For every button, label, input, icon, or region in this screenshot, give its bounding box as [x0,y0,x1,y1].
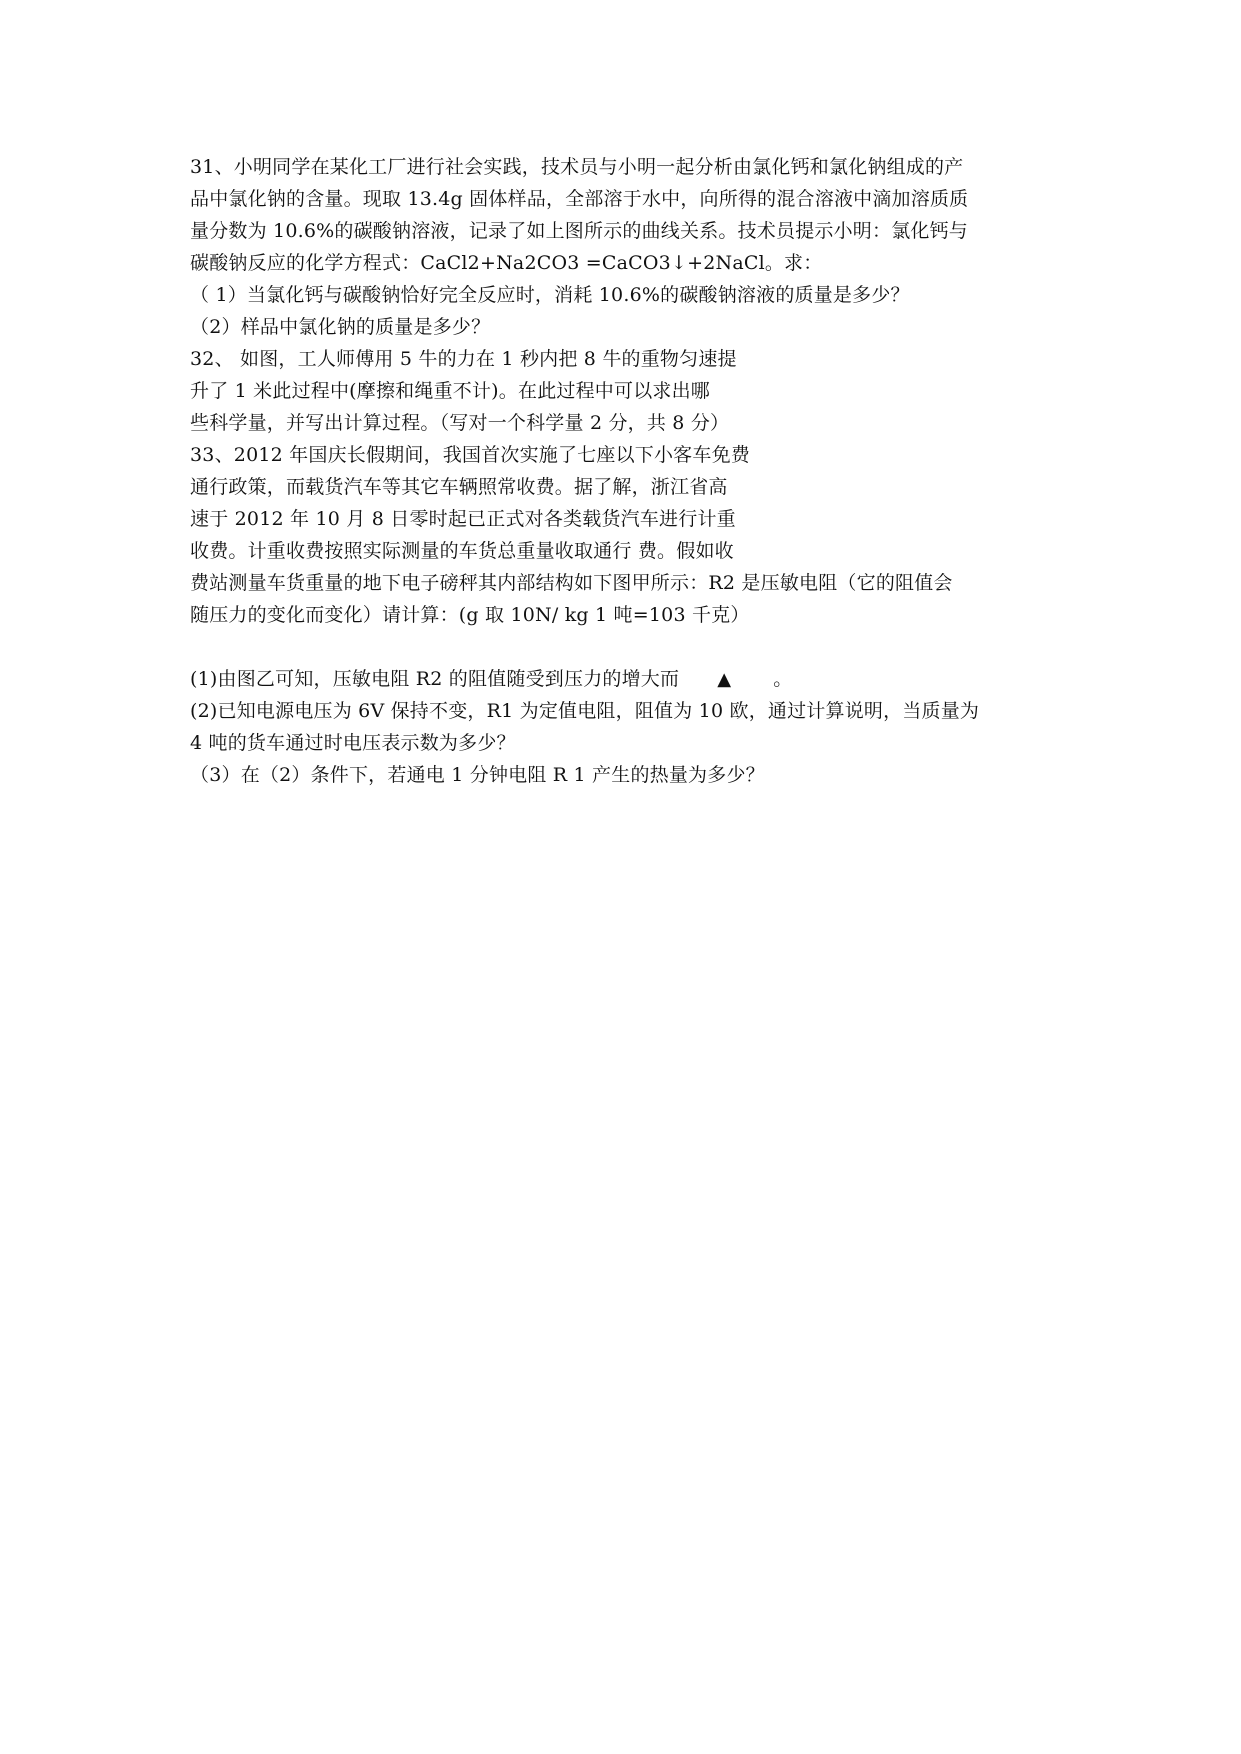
question-31-line: 碳酸钠反应的化学方程式：CaCl2+Na2CO3 =CaCO3↓+2NaCl。求： [190,252,823,274]
question-33-part-3: （3）在（2）条件下，若通电 1 分钟电阻 R 1 产生的热量为多少？ [190,764,765,786]
question-31-part-2: （2）样品中氯化钠的质量是多少？ [190,316,491,338]
question-32 [190,343,1070,439]
question-33-line: 33、2012 年国庆长假期间，我国首次实施了七座以下小客车免费 [190,444,750,466]
question-33-line: 随压力的变化而变化）请计算：(g 取 10N/ kg 1 吨=103 千克） [190,604,750,626]
question-33 [190,439,1070,791]
question-33-part-1-text: (1)由图乙可知，压敏电阻 R2 的阻值随受到压力的增大而 [190,668,680,690]
question-33-line: 收费。计重收费按照实际测量的车货总重量收取通行 费。假如收 [190,540,734,562]
question-32-line: 32、 如图，工人师傅用 5 牛的力在 1 秒内把 8 牛的重物匀速提 [190,348,737,370]
question-32-line: 些科学量，并写出计算过程。（写对一个科学量 2 分，共 8 分） [190,412,730,434]
question-32-line: 升了 1 米此过程中(摩擦和绳重不计)。在此过程中可以求出哪 [190,380,710,402]
blank-spacer [190,631,1070,663]
question-33-part-1-end: 。 [773,668,793,690]
question-33-part-2: (2)已知电源电压为 6V 保持不变，R1 为定值电阻，阻值为 10 欧，通过计算说明，当质量为 [190,700,980,722]
question-31 [190,151,1070,343]
answer-blank-marker: ▲ [717,669,732,690]
question-31-line: 量分数为 10.6%的碳酸钠溶液，记录了如上图所示的曲线关系。技术员提示小明：氯化钙与 [190,220,969,242]
question-33-line: 费站测量车货重量的地下电子磅秤其内部结构如下图甲所示：R2 是压敏电阻（它的阻值会 [190,572,953,594]
question-33-line: 通行政策，而载货汽车等其它车辆照常收费。据了解，浙江省高 [190,476,728,498]
question-31-part-1: （ 1）当氯化钙与碳酸钠恰好完全反应时，消耗 10.6%的碳酸钠溶液的质量是多少？ [190,284,910,306]
document-content [190,151,1070,791]
question-31-line: 品中氯化钠的含量。现取 13.4g 固体样品，全部溶于水中，向所得的混合溶液中滴加溶质质 [190,188,969,210]
question-33-part-1 [190,663,1070,695]
question-33-part-2-cont: 4 吨的货车通过时电压表示数为多少？ [190,732,516,754]
question-33-line: 速于 2012 年 10 月 8 日零时起已正式对各类载货汽车进行计重 [190,508,736,530]
question-31-line: 31、小明同学在某化工厂进行社会实践，技术员与小明一起分析由氯化钙和氯化钠组成的产 [190,156,964,178]
